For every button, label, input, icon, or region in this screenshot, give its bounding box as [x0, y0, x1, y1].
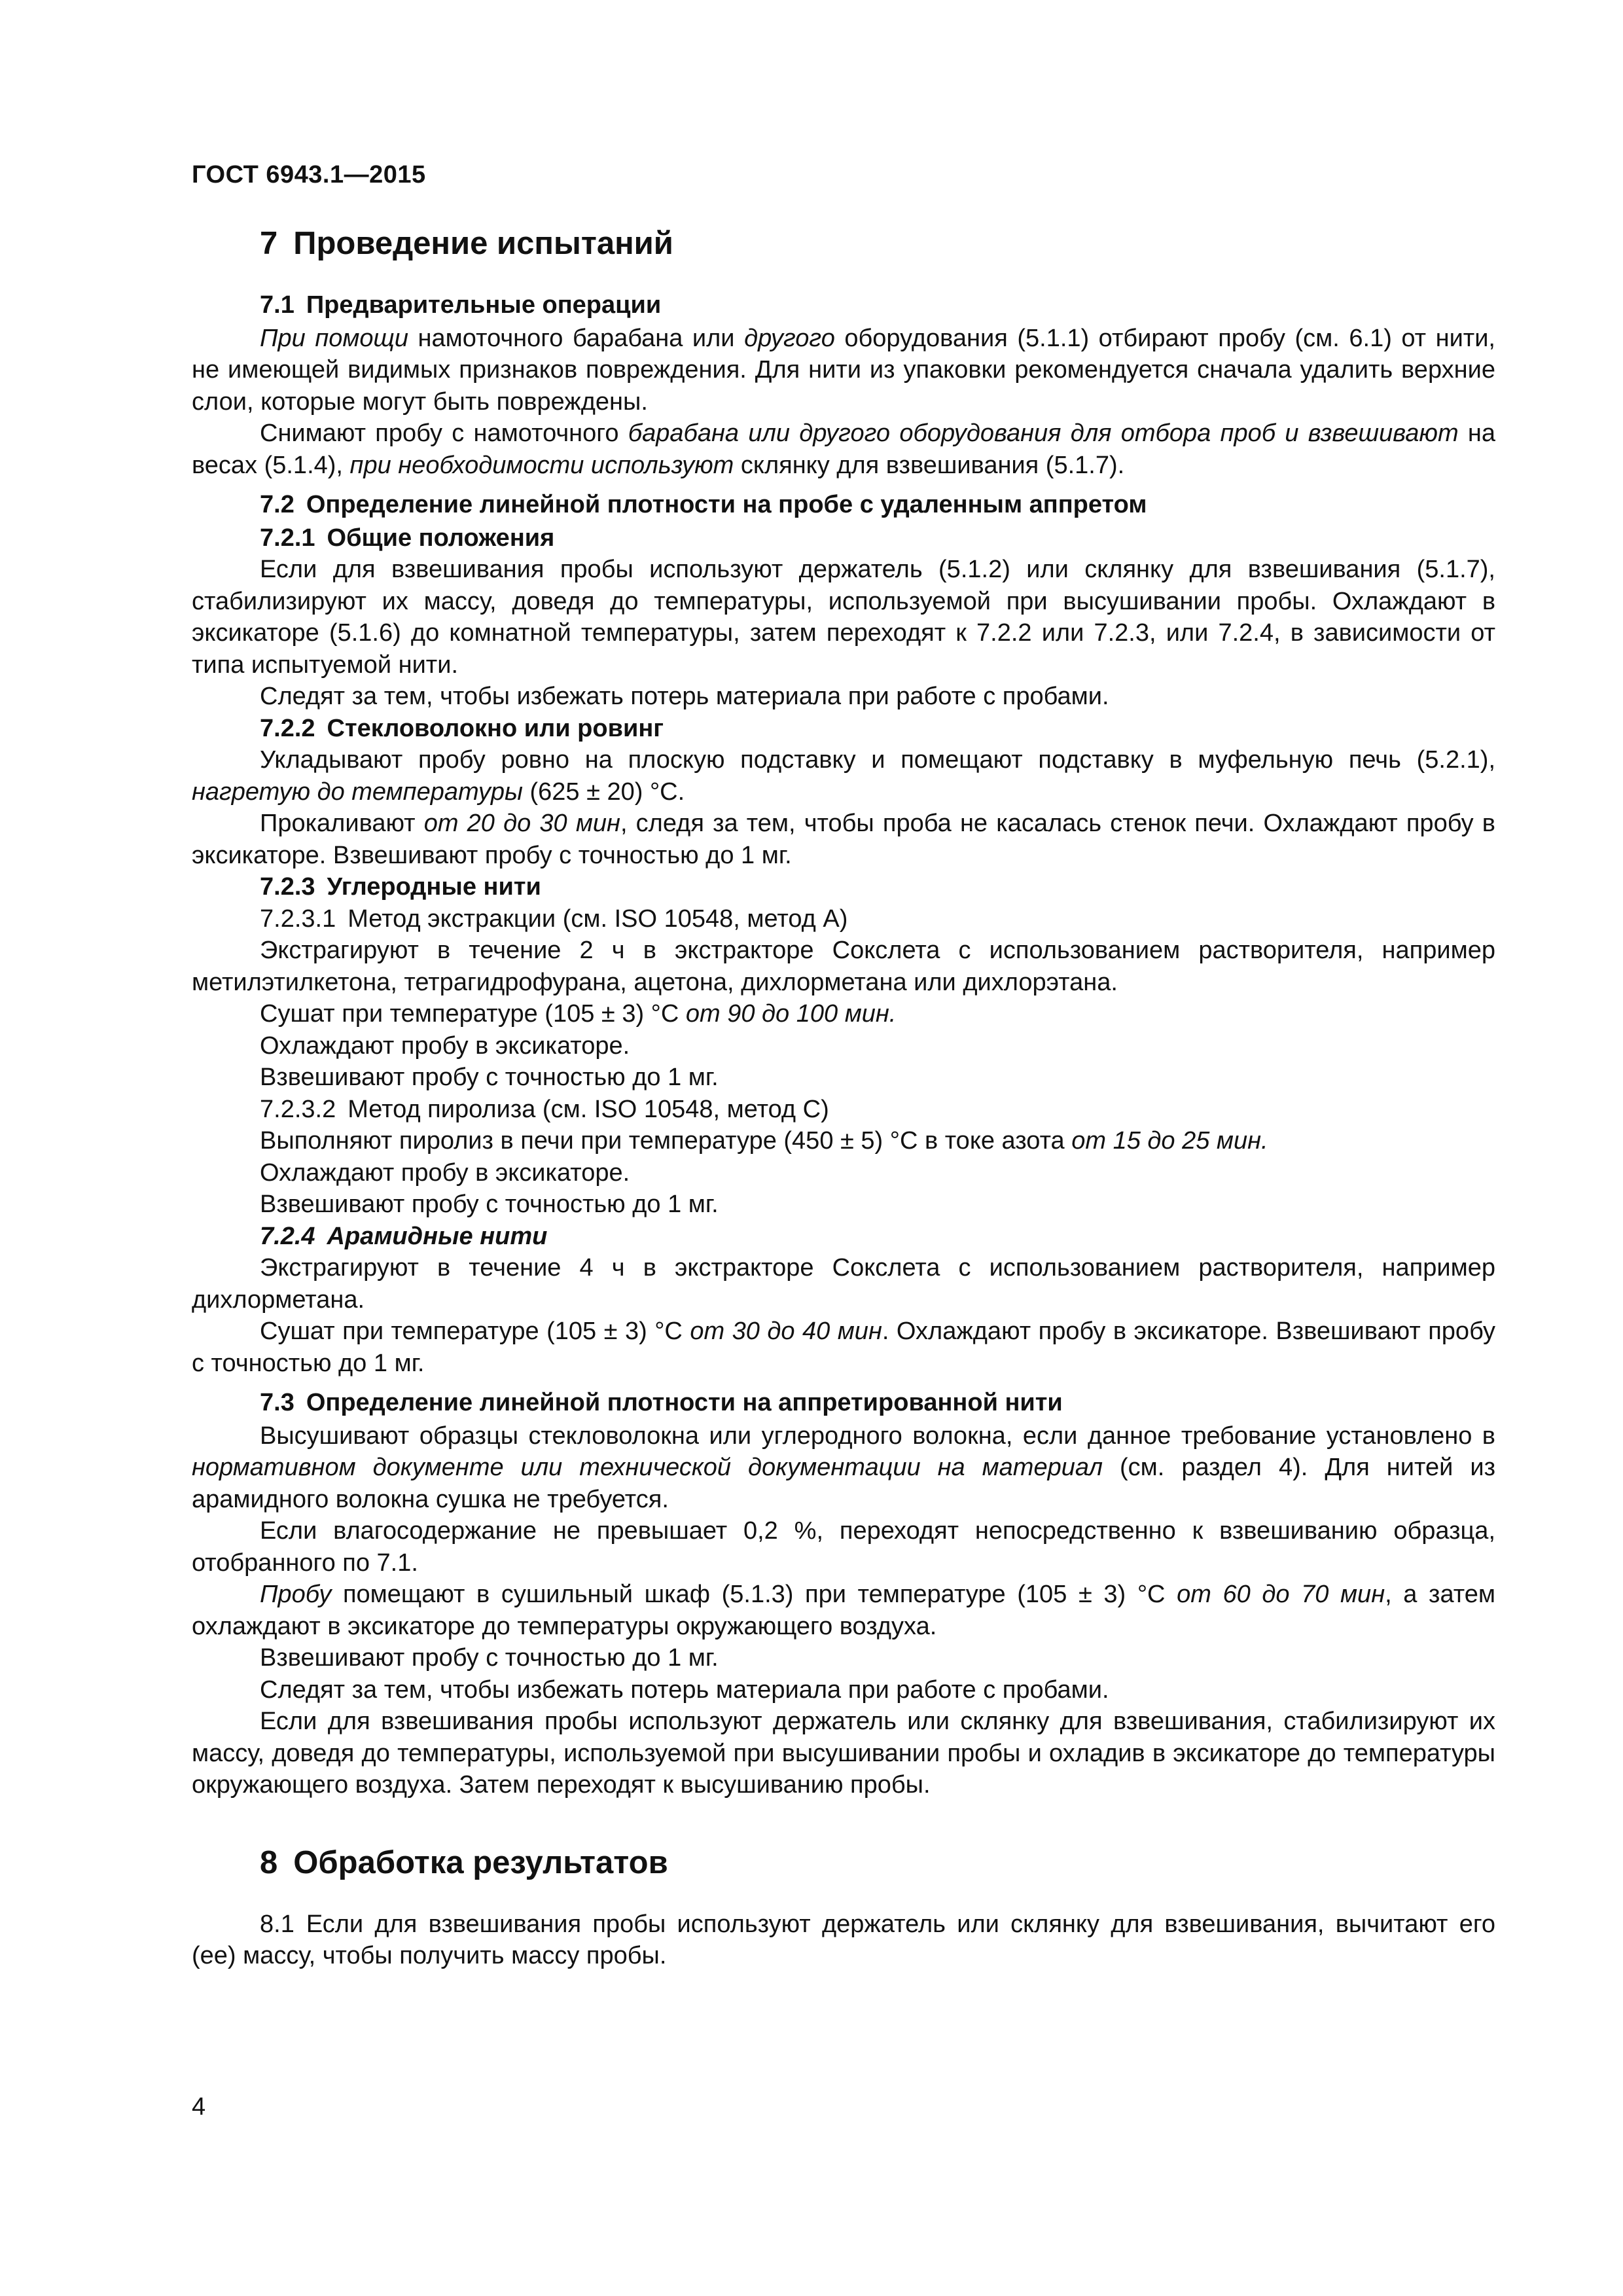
section-7-heading	[260, 223, 1495, 264]
paragraph	[192, 1125, 1495, 1157]
clause-7-2-1-heading	[192, 522, 1495, 554]
paragraph: Если для взвешивания пробы используют держатель (5.1.2) или склянку для взвешивания (5.1.7), стабилизируют их массу, доведя до температуры, используемой при высушивании пробы. Охлаждают в эксикаторе (5.1.6) до комнатной температуры, затем переходят к 7.2.2 или 7.2.3, или 7.2.4, в зависимости от типа испытуемой нити.	[192, 556, 1495, 679]
italic-text: другого	[744, 324, 835, 352]
text: оборудования (5.1.1) отбирают пробу (см. 6.1) от нити, не имеющей видимых признаков повреждения. Для нити из упаковки рекомендуется сначала удалить верхние слои, которые могут быть повреждены.	[192, 324, 1495, 416]
paragraph	[192, 323, 1495, 418]
text: Высушивают образцы стекловолокна или углеродного волокна, если данное требование установлено в	[260, 1422, 1495, 1450]
text: Снимают пробу с намоточного	[260, 420, 628, 447]
italic-text: при необходимости используют	[349, 451, 734, 479]
italic-text: от 30 до 40 мин	[690, 1318, 882, 1345]
text: (см. раздел 4). Для нитей из арамидного волокна сушка не требуется.	[192, 1454, 1495, 1513]
text: на весах (5.1.4),	[192, 420, 1495, 479]
paragraph	[192, 1579, 1495, 1642]
paragraph	[192, 808, 1495, 871]
text: Выполняют пиролиз в печи при температуре (450 ± 5) °С в токе азота	[260, 1127, 1072, 1155]
subsection-number: 7.2	[260, 491, 294, 518]
paragraph	[192, 998, 1495, 1030]
paragraph: Взвешивают пробу с точностью до 1 мг.	[260, 1644, 719, 1672]
subsection-title: Предварительные операции	[306, 291, 662, 319]
clause-7-2-3-1-heading	[192, 903, 1495, 935]
clause-number: 7.2.3	[260, 873, 315, 901]
subsection-number: 7.1	[260, 291, 294, 319]
clause-7-2-3-heading	[192, 871, 1495, 903]
paragraph: Экстрагируют в течение 2 ч в экстракторе Сокслета с использованием растворителя, например метилэтилкетона, тетрагидрофурана, ацетона, дихлорметана или дихлорэтана.	[192, 937, 1495, 996]
paragraph	[192, 1420, 1495, 1516]
clause-number: 7.2.1	[260, 524, 315, 552]
paragraph: Взвешивают пробу с точностью до 1 мг.	[260, 1191, 719, 1218]
clause-title: Метод экстракции (см. ISO 10548, метод А)	[348, 905, 848, 933]
text: Сушат при температуре (105 ± 3) °С	[260, 1318, 690, 1345]
text: намоточного барабана или	[408, 324, 745, 352]
text: Укладывают пробу ровно на плоскую подставку и помещают подставку в муфельную печь (5.2.1),	[260, 746, 1495, 774]
italic-text: нормативном документе или технической документации на материал	[192, 1454, 1103, 1481]
paragraph	[192, 744, 1495, 808]
text: , а затем охлаждают в эксикаторе до температуры окружающего воздуха.	[192, 1581, 1495, 1640]
italic-text: от 60 до 70 мин	[1177, 1581, 1385, 1608]
text: (625 ± 20) °С.	[522, 778, 685, 806]
paragraph: Охлаждают пробу в эксикаторе.	[260, 1031, 630, 1060]
paragraph: Если влагосодержание не превышает 0,2 %, переходят непосредственно к взвешиванию образца, отобранного по 7.1.	[192, 1517, 1495, 1577]
text: Прокаливают	[260, 810, 424, 837]
subsection-7-2-heading	[192, 489, 1495, 521]
clause-number: 7.2.3.2	[260, 1095, 336, 1123]
paragraph: Следят за тем, чтобы избежать потерь материала при работе с пробами.	[260, 1676, 1109, 1704]
section-8-heading	[260, 1842, 1495, 1884]
text: Сушат при температуре (105 ± 3) °С	[260, 1000, 686, 1028]
section-number: 8	[260, 1844, 278, 1880]
text: , следя за тем, чтобы проба не касалась стенок печи. Охлаждают пробу в эксикаторе. Взвешивают пробу с точностью до 1 мг.	[192, 810, 1495, 869]
clause-title: Метод пиролиза (см. ISO 10548, метод С)	[348, 1095, 829, 1123]
clause-title: Стекловолокно или ровинг	[327, 714, 664, 742]
italic-text: барабана или другого оборудования для отбора проб и взвешивают	[628, 420, 1459, 447]
clause-number: 7.2.2	[260, 714, 315, 742]
clause-7-2-3-2-heading	[192, 1094, 1495, 1126]
subsection-7-3-heading	[192, 1387, 1495, 1419]
clause-title: Общие положения	[327, 524, 555, 552]
subsection-title: Определение линейной плотности на аппретированной нити	[306, 1389, 1063, 1416]
paragraph	[192, 418, 1495, 481]
italic-text: Пробу	[260, 1581, 332, 1608]
clause-title: Арамидные нити	[327, 1222, 548, 1250]
clause-number: 7.2.4	[260, 1222, 315, 1250]
paragraph: Следят за тем, чтобы избежать потерь материала при работе с пробами.	[260, 683, 1109, 710]
document-body	[192, 223, 1495, 1972]
clause-7-2-2-heading	[192, 713, 1495, 745]
paragraph: Охлаждают пробу в эксикаторе.	[260, 1158, 630, 1187]
page-number: 4	[192, 2093, 206, 2121]
paragraph-8-1	[192, 1909, 1495, 1972]
italic-text: от 20 до 30 мин	[423, 810, 620, 837]
italic-text: от 90 до 100 мин.	[685, 1000, 897, 1028]
section-number: 7	[260, 226, 278, 261]
subsection-number: 7.3	[260, 1389, 294, 1416]
document-header: ГОСТ 6943.1—2015	[192, 161, 426, 188]
paragraph	[192, 1316, 1495, 1379]
text: . Охлаждают пробу в эксикаторе. Взвешивают пробу с точностью до 1 мг.	[192, 1318, 1495, 1377]
clause-number: 7.2.3.1	[260, 905, 336, 933]
subsection-title: Определение линейной плотности на пробе с удаленным аппретом	[306, 491, 1147, 518]
italic-text: нагретую до температуры	[192, 778, 523, 806]
section-title: Проведение испытаний	[293, 226, 673, 261]
paragraph: Взвешивают пробу с точностью до 1 мг.	[260, 1064, 719, 1091]
paragraph: Экстрагируют в течение 4 ч в экстракторе Сокслета с использованием растворителя, например дихлорметана.	[192, 1254, 1495, 1314]
clause-title: Углеродные нити	[327, 873, 541, 901]
italic-text: При помощи	[260, 324, 409, 352]
section-title: Обработка результатов	[293, 1844, 668, 1880]
text: Если для взвешивания пробы используют держатель или склянку для взвешивания, вычитают его (ее) массу, чтобы получить массу пробы.	[192, 1910, 1495, 1969]
clause-7-2-4-heading	[192, 1221, 1495, 1253]
text: склянку для взвешивания (5.1.7).	[734, 451, 1125, 479]
text: помещают в сушильный шкаф (5.1.3) при температуре (105 ± 3) °С	[331, 1581, 1177, 1608]
paragraph: Если для взвешивания пробы используют держатель или склянку для взвешивания, стабилизируют их массу, доведя до температуры, используемой при высушивании пробы и охладив в эксикаторе до температуры окружающего воздуха. Затем переходят к высушиванию пробы.	[192, 1708, 1495, 1799]
clause-number: 8.1	[260, 1910, 294, 1938]
italic-text: от 15 до 25 мин.	[1071, 1127, 1268, 1155]
subsection-7-1-heading	[192, 289, 1495, 321]
